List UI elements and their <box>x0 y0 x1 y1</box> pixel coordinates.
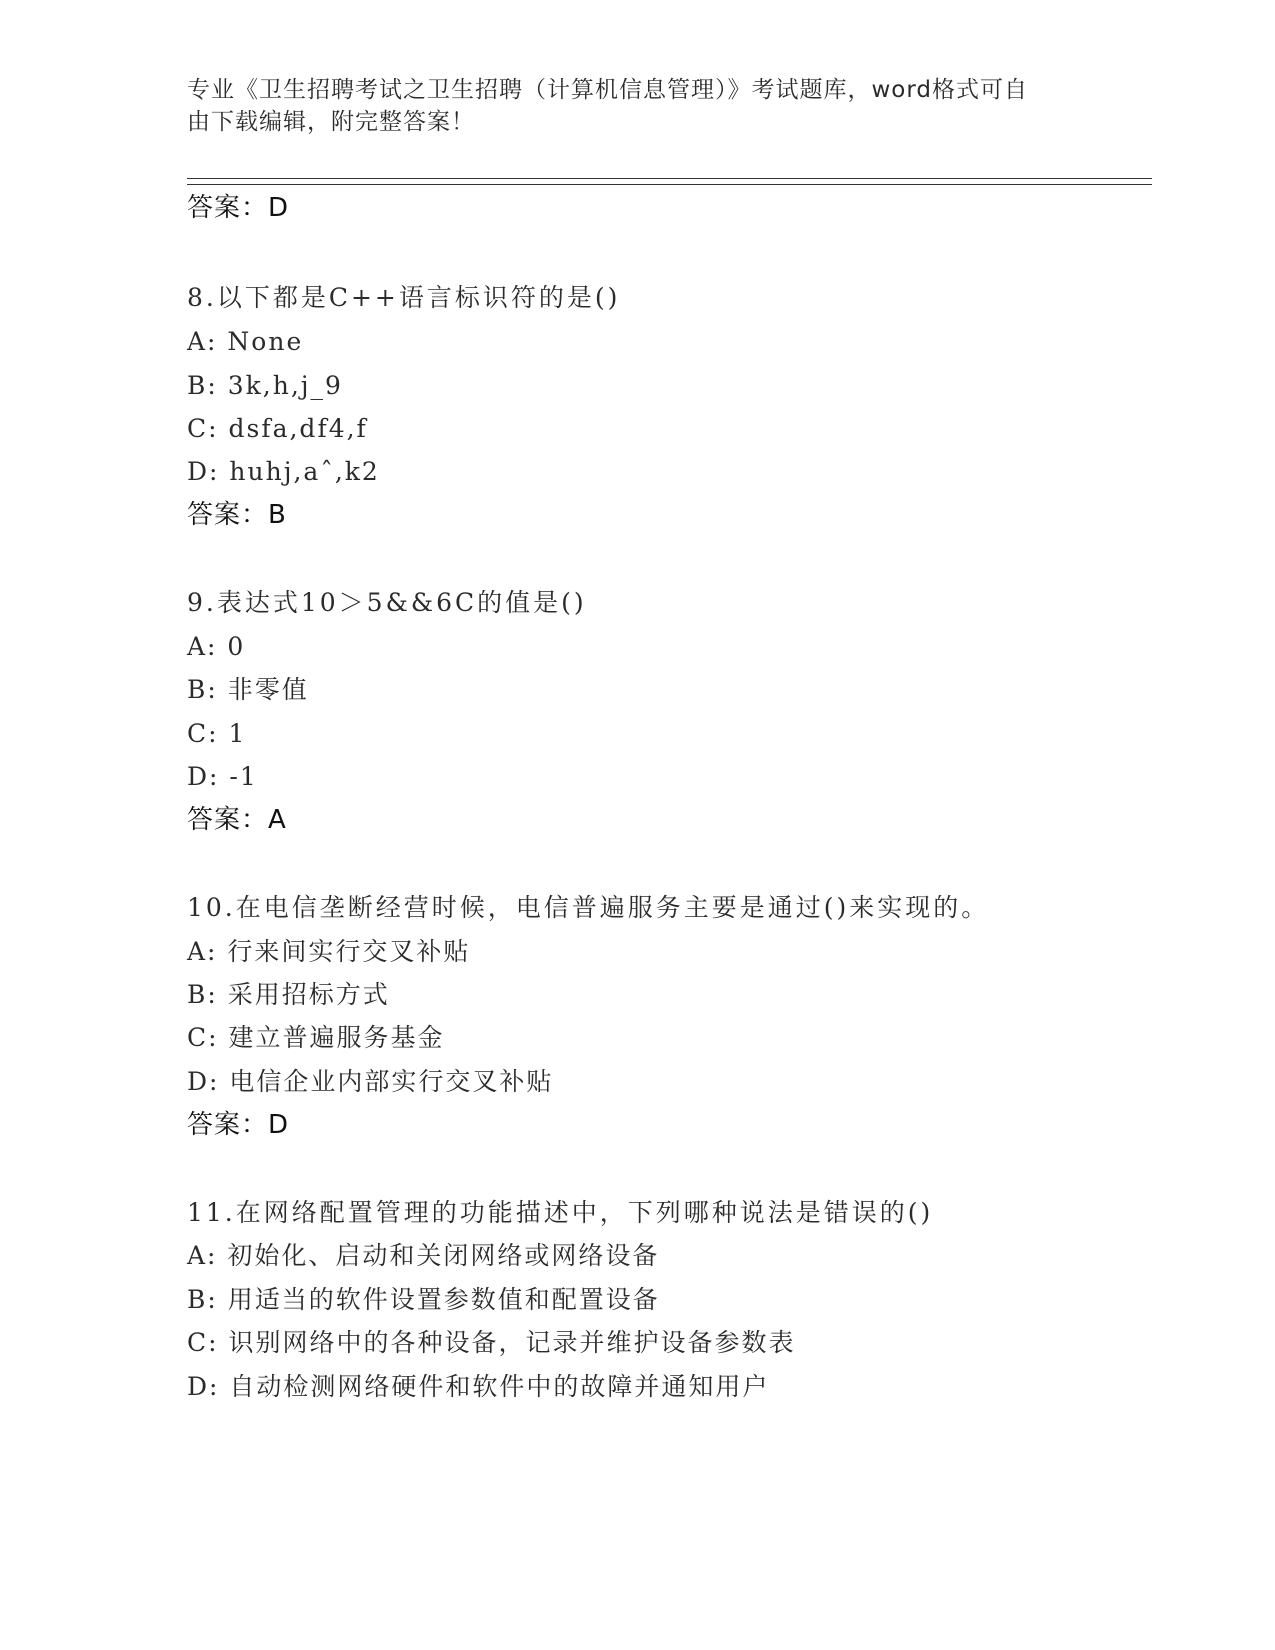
option-b: B: 用适当的软件设置参数值和配置设备 <box>187 1285 660 1314</box>
header-divider-bottom <box>187 184 1152 185</box>
option-a: A: 初始化、启动和关闭网络或网络设备 <box>187 1241 660 1270</box>
question-text: 8.以下都是C++语言标识符的是() <box>187 283 621 312</box>
option-d: D: huhj,aˆ,k2 <box>187 457 380 486</box>
option-c: C: 建立普遍服务基金 <box>187 1023 445 1052</box>
option-b: B: 非零值 <box>187 675 309 704</box>
option-c: C: 1 <box>187 719 247 748</box>
option-d: D: -1 <box>187 762 258 791</box>
answer: 答案：B <box>187 500 287 530</box>
question-text: 11.在网络配置管理的功能描述中，下列哪种说法是错误的() <box>187 1198 934 1227</box>
option-a: A: None <box>187 327 304 356</box>
option-a: A: 0 <box>187 632 246 661</box>
header-line-1: 专业《卫生招聘考试之卫生招聘（计算机信息管理）》考试题库，word格式可自 <box>187 77 1029 103</box>
option-d: D: 电信企业内部实行交叉补贴 <box>187 1067 554 1096</box>
answer: 答案：D <box>187 1110 290 1140</box>
option-c: C: dsfa,df4,f <box>187 414 368 443</box>
header-divider-top <box>187 178 1152 179</box>
option-c: C: 识别网络中的各种设备，记录并维护设备参数表 <box>187 1328 796 1357</box>
previous-answer: 答案：D <box>187 193 290 223</box>
header-line-2: 由下载编辑，附完整答案！ <box>187 109 475 135</box>
option-b: B: 采用招标方式 <box>187 980 390 1009</box>
answer: 答案：A <box>187 805 287 835</box>
question-text: 10.在电信垄断经营时候，电信普遍服务主要是通过()来实现的。 <box>187 893 990 922</box>
document-header <box>187 74 1087 138</box>
option-b: B: 3k,h,j_9 <box>187 371 343 400</box>
option-d: D: 自动检测网络硬件和软件中的故障并通知用户 <box>187 1372 770 1401</box>
option-a: A: 行来间实行交叉补贴 <box>187 937 471 966</box>
question-text: 9.表达式10＞5&&6C的值是() <box>187 588 587 617</box>
